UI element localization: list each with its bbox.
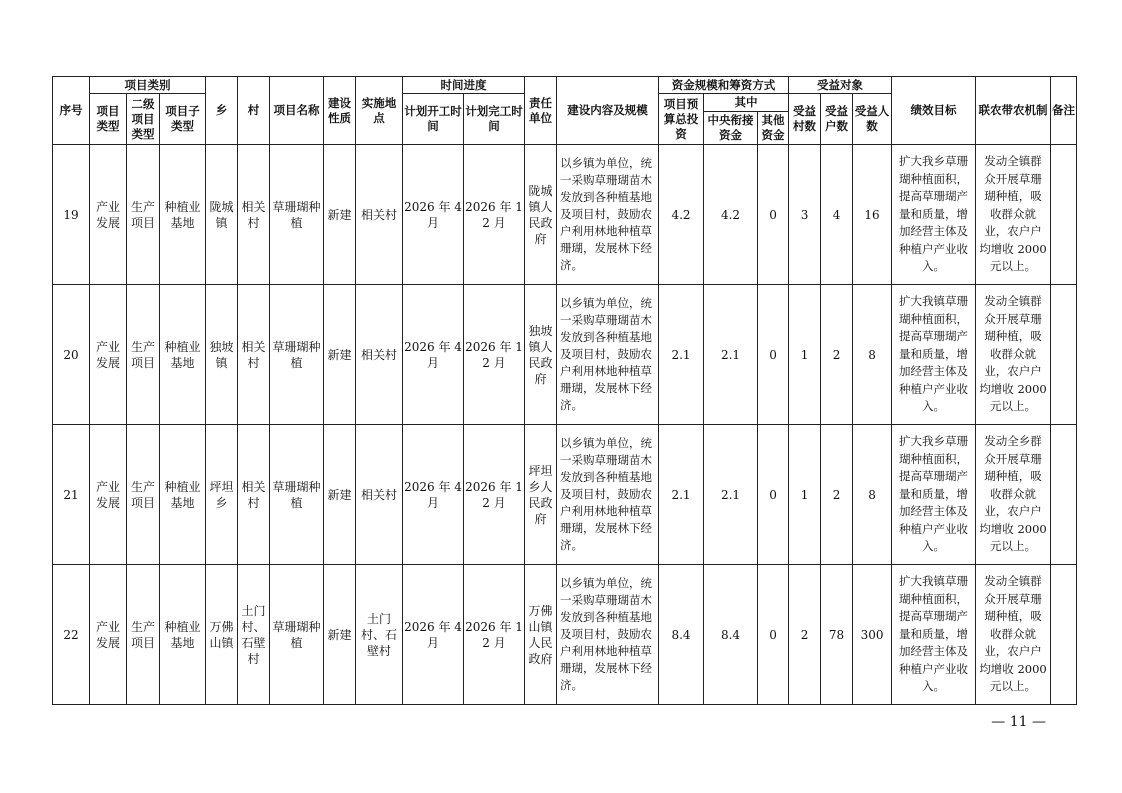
cell-people: 8	[853, 285, 892, 425]
header-budget-total: 项目预算总投资	[659, 94, 704, 145]
header-project-name: 项目名称	[270, 77, 324, 145]
cell-village: 相关村	[238, 285, 270, 425]
page-number: — 11 —	[991, 714, 1046, 730]
cell-project-type: 产业发展	[90, 145, 127, 285]
cell-project-name: 草珊瑚种植	[270, 285, 324, 425]
cell-village: 相关村	[238, 425, 270, 565]
cell-village: 土门村、石壁村	[238, 565, 270, 705]
cell-budget-total: 8.4	[659, 565, 704, 705]
header-start-time: 计划开工时间	[403, 94, 464, 145]
cell-performance: 扩大我镇草珊瑚种植面积，提高草珊瑚产量和质量，增加经营主体及种植户产业收入。	[892, 565, 976, 705]
cell-performance: 扩大我乡草珊瑚种植面积，提高草珊瑚产量和质量，增加经营主体及种植户产业收入。	[892, 145, 976, 285]
cell-remarks	[1051, 565, 1077, 705]
table-body	[53, 145, 1077, 705]
cell-end-time: 2026 年 12 月	[464, 285, 525, 425]
cell-sub-type: 种植业基地	[160, 425, 206, 565]
cell-project-name: 草珊瑚种植	[270, 425, 324, 565]
cell-households: 2	[821, 285, 853, 425]
cell-project-name: 草珊瑚种植	[270, 565, 324, 705]
header-content: 建设内容及规模	[557, 77, 659, 145]
header-village: 村	[238, 77, 270, 145]
table-header	[53, 77, 1077, 145]
cell-responsible: 万佛山镇人民政府	[525, 565, 557, 705]
cell-villages: 3	[789, 145, 821, 285]
cell-secondary-type: 生产项目	[127, 285, 160, 425]
cell-sub-type: 种植业基地	[160, 285, 206, 425]
cell-end-time: 2026 年 12 月	[464, 145, 525, 285]
cell-secondary-type: 生产项目	[127, 145, 160, 285]
cell-location: 相关村	[356, 425, 403, 565]
cell-linkage: 发动全镇群众开展草珊瑚种植，吸收群众就业，农户户均增收 2000 元以上。	[976, 565, 1051, 705]
cell-township: 陇城镇	[206, 145, 238, 285]
cell-secondary-type: 生产项目	[127, 565, 160, 705]
project-table	[52, 76, 1077, 705]
cell-budget-total: 2.1	[659, 425, 704, 565]
cell-start-time: 2026 年 4 月	[403, 145, 464, 285]
cell-other-fund: 0	[758, 285, 789, 425]
cell-villages: 1	[789, 425, 821, 565]
cell-people: 300	[853, 565, 892, 705]
header-responsible: 责任单位	[525, 77, 557, 145]
header-project-type: 项目类型	[90, 94, 127, 145]
cell-performance: 扩大我乡草珊瑚种植面积，提高草珊瑚产量和质量，增加经营主体及种植户产业收入。	[892, 425, 976, 565]
header-households-count: 受益户数	[821, 94, 853, 145]
cell-project-name: 草珊瑚种植	[270, 145, 324, 285]
header-seq: 序号	[53, 77, 90, 145]
header-other-fund: 其他资金	[758, 112, 789, 145]
cell-content: 以乡镇为单位，统一采购草珊瑚苗木发放到各种植基地及项目村，鼓励农户利用林地种植草珊瑚，发展林下经济。	[557, 285, 659, 425]
header-sub-type: 项目子类型	[160, 94, 206, 145]
cell-people: 16	[853, 145, 892, 285]
header-schedule-group: 时间进度	[403, 77, 525, 94]
cell-responsible: 陇城镇人民政府	[525, 145, 557, 285]
header-fund-group: 资金规模和筹资方式	[659, 77, 789, 94]
header-category-group: 项目类别	[90, 77, 206, 94]
cell-linkage: 发动全镇群众开展草珊瑚种植，吸收群众就业，农户户均增收 2000 元以上。	[976, 285, 1051, 425]
cell-nature: 新建	[324, 425, 356, 565]
cell-township: 坪坦乡	[206, 425, 238, 565]
cell-remarks	[1051, 145, 1077, 285]
cell-people: 8	[853, 425, 892, 565]
cell-seq: 20	[53, 285, 90, 425]
cell-project-type: 产业发展	[90, 285, 127, 425]
cell-other-fund: 0	[758, 145, 789, 285]
cell-location: 相关村	[356, 285, 403, 425]
cell-central-fund: 2.1	[704, 285, 758, 425]
cell-responsible: 独坡镇人民政府	[525, 285, 557, 425]
header-secondary-type: 二级项目类型	[127, 94, 160, 145]
table-row	[53, 565, 1077, 705]
cell-project-type: 产业发展	[90, 565, 127, 705]
header-people-count: 受益人数	[853, 94, 892, 145]
header-central-fund: 中央衔接资金	[704, 112, 758, 145]
header-remarks: 备注	[1051, 77, 1077, 145]
table-row	[53, 145, 1077, 285]
cell-start-time: 2026 年 4 月	[403, 425, 464, 565]
cell-villages: 2	[789, 565, 821, 705]
cell-nature: 新建	[324, 145, 356, 285]
cell-responsible: 坪坦乡人民政府	[525, 425, 557, 565]
cell-project-type: 产业发展	[90, 425, 127, 565]
cell-nature: 新建	[324, 285, 356, 425]
header-of-which: 其中	[704, 94, 789, 112]
header-villages-count: 受益村数	[789, 94, 821, 145]
header-linkage: 联农带农机制	[976, 77, 1051, 145]
header-location: 实施地点	[356, 77, 403, 145]
cell-performance: 扩大我镇草珊瑚种植面积，提高草珊瑚产量和质量，增加经营主体及种植户产业收入。	[892, 285, 976, 425]
cell-sub-type: 种植业基地	[160, 565, 206, 705]
cell-start-time: 2026 年 4 月	[403, 565, 464, 705]
cell-budget-total: 4.2	[659, 145, 704, 285]
cell-central-fund: 4.2	[704, 145, 758, 285]
cell-central-fund: 2.1	[704, 425, 758, 565]
cell-seq: 22	[53, 565, 90, 705]
cell-budget-total: 2.1	[659, 285, 704, 425]
cell-location: 土门村、石壁村	[356, 565, 403, 705]
cell-seq: 19	[53, 145, 90, 285]
cell-remarks	[1051, 285, 1077, 425]
cell-content: 以乡镇为单位，统一采购草珊瑚苗木发放到各种植基地及项目村，鼓励农户利用林地种植草珊瑚，发展林下经济。	[557, 425, 659, 565]
cell-other-fund: 0	[758, 565, 789, 705]
cell-seq: 21	[53, 425, 90, 565]
cell-start-time: 2026 年 4 月	[403, 285, 464, 425]
cell-households: 2	[821, 425, 853, 565]
cell-villages: 1	[789, 285, 821, 425]
cell-township: 万佛山镇	[206, 565, 238, 705]
cell-location: 相关村	[356, 145, 403, 285]
cell-central-fund: 8.4	[704, 565, 758, 705]
cell-secondary-type: 生产项目	[127, 425, 160, 565]
cell-township: 独坡镇	[206, 285, 238, 425]
cell-content: 以乡镇为单位，统一采购草珊瑚苗木发放到各种植基地及项目村，鼓励农户利用林地种植草珊瑚，发展林下经济。	[557, 145, 659, 285]
cell-sub-type: 种植业基地	[160, 145, 206, 285]
cell-nature: 新建	[324, 565, 356, 705]
header-township: 乡	[206, 77, 238, 145]
header-end-time: 计划完工时间	[464, 94, 525, 145]
header-nature: 建设性质	[324, 77, 356, 145]
cell-end-time: 2026 年 12 月	[464, 425, 525, 565]
cell-households: 4	[821, 145, 853, 285]
cell-village: 相关村	[238, 145, 270, 285]
cell-remarks	[1051, 425, 1077, 565]
cell-content: 以乡镇为单位，统一采购草珊瑚苗木发放到各种植基地及项目村，鼓励农户利用林地种植草珊瑚，发展林下经济。	[557, 565, 659, 705]
header-performance: 绩效目标	[892, 77, 976, 145]
table-row	[53, 425, 1077, 565]
cell-other-fund: 0	[758, 425, 789, 565]
table-row	[53, 285, 1077, 425]
cell-end-time: 2026 年 12 月	[464, 565, 525, 705]
cell-linkage: 发动全镇群众开展草珊瑚种植，吸收群众就业，农户户均增收 2000 元以上。	[976, 145, 1051, 285]
cell-linkage: 发动全乡群众开展草珊瑚种植，吸收群众就业，农户户均增收 2000 元以上。	[976, 425, 1051, 565]
header-beneficiary-group: 受益对象	[789, 77, 892, 94]
cell-households: 78	[821, 565, 853, 705]
